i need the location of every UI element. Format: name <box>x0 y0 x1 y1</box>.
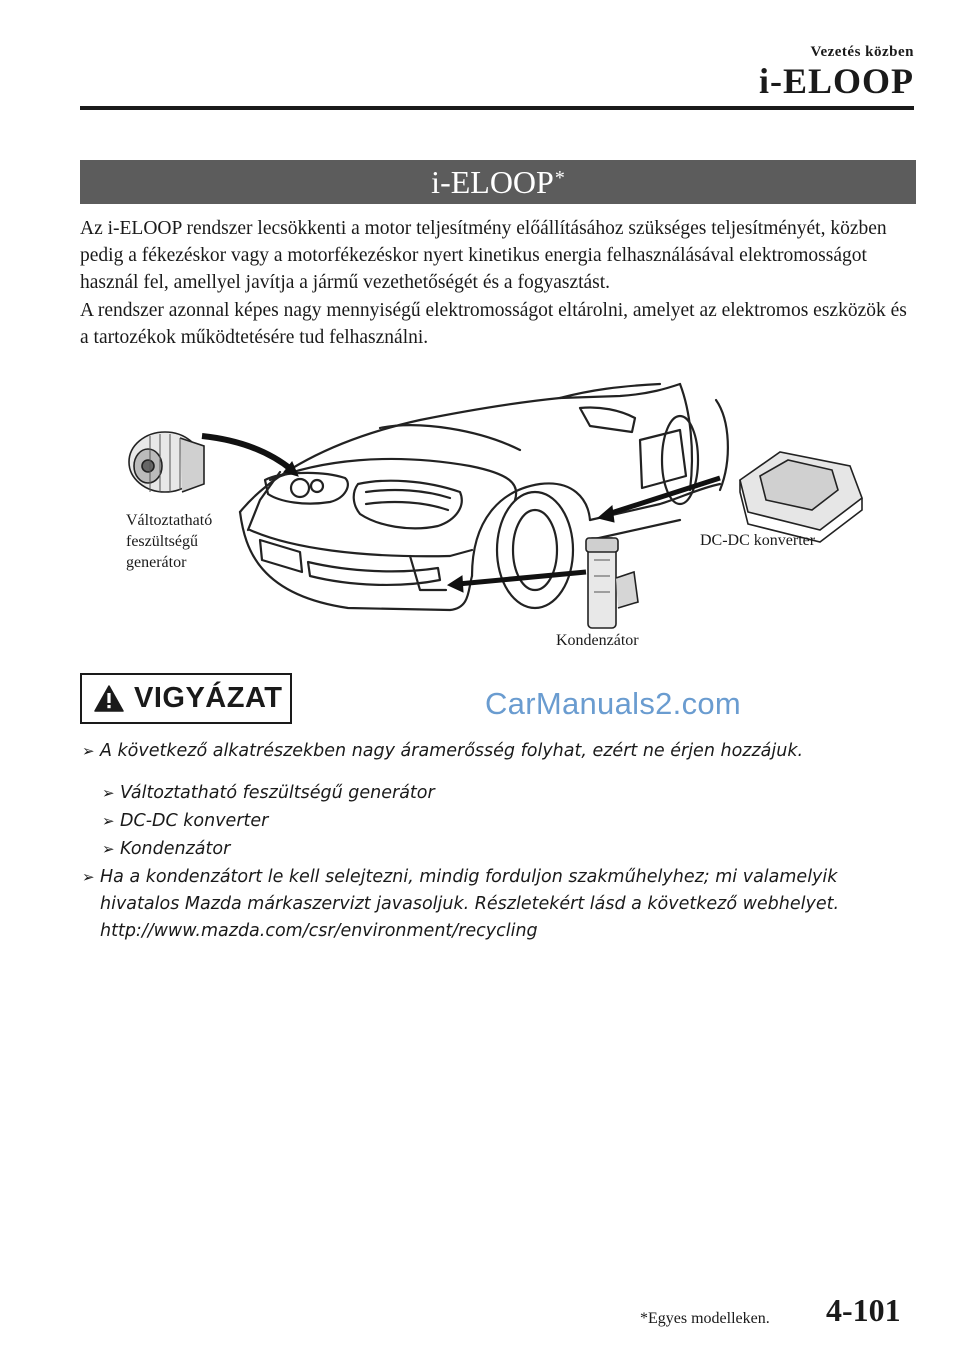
caution-item-2 <box>82 864 862 945</box>
eloop-diagram <box>120 380 880 650</box>
caution-item-1 <box>82 738 902 765</box>
watermark: CarManuals2.com <box>485 686 742 721</box>
subitem-generator <box>102 780 435 807</box>
car-illustration <box>120 380 880 650</box>
caution-item-1-text: A következő alkatrészekben nagy áramerősség folyhat, ezért ne érjen hozzájuk. <box>100 741 804 761</box>
capacitor-part <box>586 538 638 628</box>
warning-triangle-icon <box>94 685 124 712</box>
arrow-bullet-icon: ➢ <box>102 784 115 802</box>
chapter-title: i-ELOOP <box>758 61 914 101</box>
subitem-dcdc <box>102 808 268 835</box>
page-heading <box>80 160 916 204</box>
arrow-bullet-icon: ➢ <box>102 840 115 858</box>
subitem-capacitor <box>102 836 230 863</box>
caution-label: VIGYÁZAT <box>134 682 283 714</box>
generator-label <box>126 510 212 573</box>
subitem-dcdc-text: DC-DC konverter <box>120 811 269 831</box>
arrow-bullet-icon: ➢ <box>82 742 95 760</box>
subitem-generator-text: Változtatható feszültségű generátor <box>120 783 435 803</box>
arrow-bullet-icon: ➢ <box>102 812 115 830</box>
generator-label-line-3: generátor <box>126 554 187 571</box>
body-text <box>80 215 916 351</box>
dcdc-converter-part <box>740 452 862 542</box>
generator-label-line-2: feszültségű <box>126 533 198 550</box>
generator-label-line-1: Változtatható <box>126 512 213 529</box>
arrow-bullet-icon: ➢ <box>82 868 95 886</box>
header-divider <box>80 106 914 110</box>
subitem-capacitor-text: Kondenzátor <box>120 839 231 859</box>
page-number: 4-101 <box>826 1292 901 1328</box>
section-title: Vezetés közben <box>810 44 914 60</box>
caution-item-2-text: Ha a kondenzátort le kell selejtezni, mindig forduljon szakműhelyhez; mi valamelyik hivatalos Mazda márkaszervizt javasoljuk. Részletekért lásd a következő webhelyet. <box>100 867 840 914</box>
dcdc-label: DC-DC konverter <box>700 532 816 549</box>
recycling-url: http://www.mazda.com/csr/environment/recycling <box>100 921 538 941</box>
generator-part <box>129 432 204 492</box>
caution-box <box>80 673 292 724</box>
footnote: *Egyes modelleken. <box>640 1310 770 1327</box>
heading-asterisk: * <box>554 166 565 189</box>
paragraph-2: A rendszer azonnal képes nagy mennyiségű elektromosságot eltárolni, amelyet az elektromos eszközök és a tartozékok működtetésére tud felhasználni. <box>80 299 907 348</box>
capacitor-label: Kondenzátor <box>556 632 639 649</box>
page-heading-text: i-ELOOP <box>431 163 554 200</box>
paragraph-1: Az i-ELOOP rendszer lecsökkenti a motor teljesítmény előállításához szükséges teljesítményét, közben pedig a fékezéskor vagy a motorfékezéskor nyert kinetikus energia felhasználásával elektromosságot használ fel, amellyel javítja a jármű vezethetőségét és a fogyasztást. <box>80 218 887 294</box>
